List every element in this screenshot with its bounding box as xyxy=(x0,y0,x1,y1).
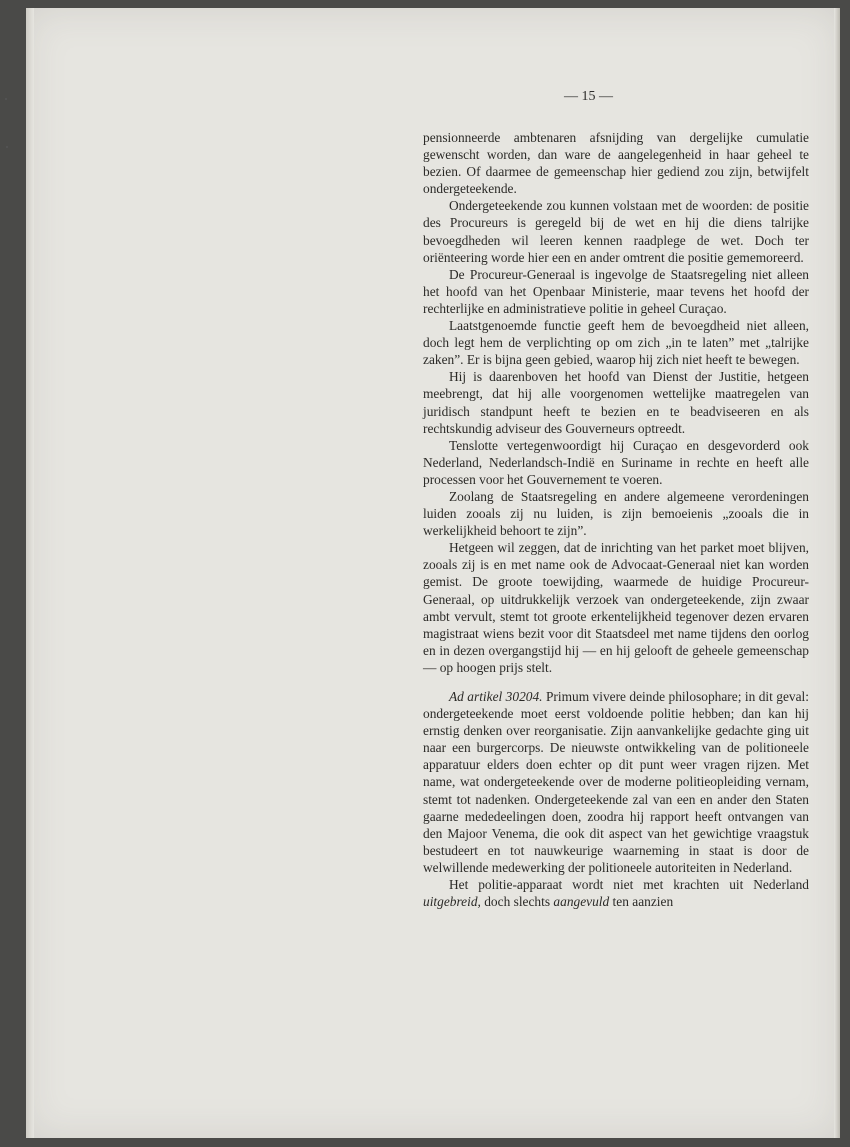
last-paragraph-after: ten aanzien xyxy=(609,894,674,910)
page-number-row xyxy=(26,89,840,105)
scan-speck xyxy=(6,146,8,148)
paragraph-1: pensionneerde ambtenaren afsnijding van dergelijke cumulatie gewenscht worden, dan ware de aangelegenheid in haar geheel te bezien. Of daarmee de gemeenschap hier gediend zou zijn, betwijfelt ondergeteekende. xyxy=(423,130,809,197)
page-number: — 15 — xyxy=(564,89,613,104)
last-paragraph-italic-2: aangevuld xyxy=(553,894,610,910)
page-fold-shadow xyxy=(26,8,34,1138)
paragraph-4: Laatstgenoemde functie geeft hem de bevoegdheid niet alleen, doch legt hem de verplichting op om zich „in te laten” met „talrijke zaken”. Er is bijna geen gebied, waarop hij zich niet heeft te bewegen. xyxy=(423,318,809,368)
paragraph-3: De Procureur-Generaal is ingevolge de Staatsregeling niet alleen het hoofd van het Openbaar Ministerie, maar tevens het hoofd der rechterlijke en administratieve politie in geheel Curaçao. xyxy=(423,266,809,316)
paragraph-7: Zoolang de Staatsregeling en andere algemeene verordeningen luiden zooals zij nu luiden, is zijn bemoeienis „zooals die in werkelijkheid behoort te zijn”. xyxy=(423,488,809,539)
paragraph-8: Hetgeen wil zeggen, dat de inrichting van het parket moet blijven, zooals zij is en met name ook de Advocaat-Generaal niet kan worden gemist. De groote toewijding, waarmede de huidige Procureur-Generaal, op uitdrukkelijk verzoek van ondergeteekende, zijn zwaar ambt vervult, stemt tot groote erkentelijkheid tegenover dezen ervaren magistraat wiens bezit voor dit Staatsdeel met name tijdens den oorlog en in dezen overgangstijd hij — en hij gelooft de geheele gemeenschap — op hoogen prijs stelt. xyxy=(423,540,809,675)
paragraph-2: Ondergeteekende zou kunnen volstaan met de woorden: de positie des Procureurs is geregeld bij de wet en hij die diens talrijke bevoegdheden wil leeren kennen raadplege de wet. Doch ter oriënteering worde hier een en ander omtrent die positie gememoreerd. xyxy=(423,198,809,265)
section-text: Primum vivere deinde philosophare; in dit geval: ondergeteekende moet eerst voldoende politie hebben; dan kan hij ernstig denken over reorganisatie. Zijn aanvankelijke gedachte ging uit naar een burgercorps. De nieuwste ontwikkeling van de politioneele apparatuur elders doen echter op dit punt weer vragen rijzen. Met name, wat ondergeteekende over de moderne politieopleiding vernam, stemt tot nadenken. Ondergeteekende zal van een en ander den Staten gaarne mededeelingen doen, zoodra hij rapport heeft ontvangen van den Majoor Venema, die ook dit aspect van het gewichtige vraagstuk bestudeert en tot nauwkeurige waarneming in staat is door de welwillende medewerking der politioneele autoriteiten in Nederland. xyxy=(423,689,809,875)
document-page xyxy=(26,8,840,1138)
last-paragraph-italic-1: uitgebreid, xyxy=(423,894,481,910)
paragraph-5: Hij is daarenboven het hoofd van Dienst der Justitie, hetgeen meebrengt, dat hij alle voorgenomen wettelijke maatregelen van juridisch standpunt heeft te bezien en te beadviseeren en als rechtskundig adviseur des Gouverneurs optreedt. xyxy=(423,369,809,436)
paragraph-6: Tenslotte vertegenwoordigt hij Curaçao en desgevorderd ook Nederland, Nederlandsch-Indië en Suriname in rechte en heeft alle processen voor het Gouvernement te voeren. xyxy=(423,437,809,487)
page-edge-shadow xyxy=(834,8,840,1138)
last-paragraph-middle: doch slechts xyxy=(480,894,554,910)
section-paragraph xyxy=(423,688,809,876)
section-heading: Ad artikel 30204. xyxy=(449,689,543,704)
last-paragraph-before: Het politie-apparaat wordt niet met krachten uit Nederland xyxy=(449,877,809,893)
last-paragraph xyxy=(423,876,809,910)
body-text-column xyxy=(423,129,809,910)
scan-speck xyxy=(5,98,7,100)
